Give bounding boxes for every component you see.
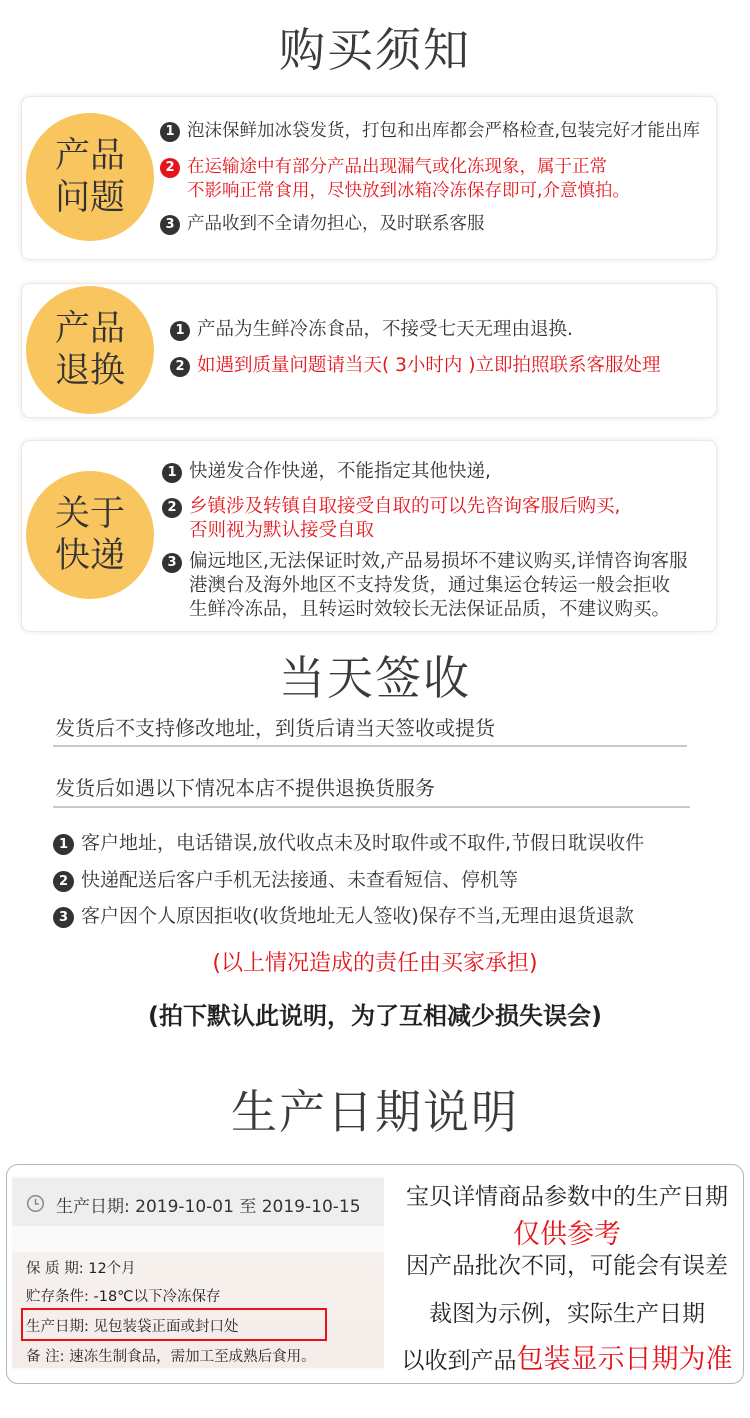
delivery-item-3-cont: 港澳台及海外地区不支持发货，通过集运仓转运一般会拒收 — [189, 575, 671, 596]
issue-item-2-text: 在运输途中有部分产品出现漏气或化冻现象，属于正常 — [187, 157, 607, 177]
section-title-same-day-sign: 当天签收 — [279, 651, 471, 705]
delivery-badge — [26, 471, 154, 599]
clock-icon — [26, 1194, 45, 1213]
delivery-item-1-text: 快递发合作快递，不能指定其他快递, — [189, 461, 491, 482]
issue-item-3 — [160, 212, 485, 236]
returns-badge — [26, 286, 154, 414]
date-explain-line3: 因产品批次不同，可能会有误差 — [406, 1253, 728, 1279]
issue-item-1 — [160, 119, 700, 143]
product-issue-badge — [26, 113, 154, 241]
number-1-icon: 1 — [160, 122, 180, 142]
delivery-item-1 — [162, 460, 491, 484]
label-storage: 贮存条件: -18℃以下冷冻保存 — [26, 1289, 221, 1305]
issue-item-2 — [160, 155, 630, 203]
number-1-icon: 1 — [53, 834, 74, 855]
default-agreement-note: (拍下默认此说明，为了互相减少损失误会) — [148, 1002, 602, 1030]
date-explain-line5 — [388, 1337, 746, 1376]
divider — [53, 745, 687, 747]
returns-item-2-text: 如遇到质量问题请当天( 3小时内 )立即拍照联系客服处理 — [197, 355, 661, 376]
divider — [53, 806, 690, 808]
sign-rule-2: 发货后如遇以下情况本店不提供退换货服务 — [55, 776, 435, 800]
number-2-icon: 2 — [170, 357, 190, 377]
issue-item-1-text: 泡沫保鲜加冰袋发货，打包和出库都会严格检查,包装完好才能出库 — [187, 121, 701, 141]
sign-item-2-text: 快递配送后客户手机无法接通、未查看短信、停机等 — [81, 869, 519, 891]
number-2-icon: 2 — [53, 871, 74, 892]
number-3-icon: 3 — [53, 907, 74, 928]
date-explain-line1: 宝贝详情商品参数中的生产日期 — [406, 1184, 728, 1210]
number-2-icon: 2 — [162, 498, 182, 518]
date-explain-line4: 裁图为示例，实际生产日期 — [429, 1301, 705, 1327]
delivery-item-3-cont2: 生鲜冷冻品，且转运时效较长无法保证品质，不建议购买。 — [189, 599, 671, 620]
number-3-icon: 3 — [160, 215, 180, 235]
production-date-range: 生产日期: 2019-10-01 至 2019-10-15 — [56, 1197, 361, 1217]
returns-item-2 — [170, 354, 660, 378]
date-explain-line5-prefix: 以收到产品 — [401, 1348, 517, 1374]
badge-text-line1: 产品 — [54, 136, 125, 176]
label-remark: 备 注: 速冻生制食品，需加工至成熟后食用。 — [26, 1349, 316, 1365]
returns-item-1 — [170, 318, 573, 342]
delivery-item-2 — [162, 495, 620, 543]
sign-rule-1: 发货后不支持修改地址，到货后请当天签收或提货 — [55, 716, 495, 740]
number-2-icon: 2 — [160, 158, 180, 178]
sign-item-1-text: 客户地址，电话错误,放代收点未及时取件或不取件,节假日耽误收件 — [81, 832, 645, 854]
badge-text-line2: 问题 — [54, 178, 125, 218]
sign-item-1 — [53, 830, 644, 856]
badge-text-line2: 快递 — [54, 536, 125, 576]
issue-item-2-cont: 不影响正常食用，尽快放到冰箱冷冻保存即可,介意慎拍。 — [187, 181, 631, 201]
label-production-date: 生产日期: 见包装袋正面或封口处 — [26, 1319, 239, 1335]
delivery-item-2-text: 乡镇涉及转镇自取接受自取的可以先咨询客服后购买, — [189, 496, 621, 517]
delivery-item-3-text: 偏远地区,无法保证时效,产品易损坏不建议购买,详情咨询客服 — [189, 551, 688, 572]
badge-text-line1: 关于 — [54, 494, 125, 534]
label-shelf-life: 保 质 期: 12个月 — [26, 1261, 136, 1277]
buyer-responsibility-note: (以上情况造成的责任由买家承担) — [212, 951, 538, 976]
highlight-box — [21, 1308, 327, 1341]
number-1-icon: 1 — [162, 463, 182, 483]
badge-text-line1: 产品 — [54, 309, 125, 349]
sign-item-3-text: 客户因个人原因拒收(收货地址无人签收)保存不当,无理由退货退款 — [81, 905, 634, 927]
number-3-icon: 3 — [162, 553, 182, 573]
issue-item-3-text: 产品收到不全请勿担心，及时联系客服 — [187, 214, 485, 234]
badge-text-line2: 退换 — [54, 351, 125, 391]
sign-item-3 — [53, 903, 634, 929]
date-explain-line2: 仅供参考 — [513, 1219, 621, 1250]
delivery-item-3 — [162, 550, 688, 622]
delivery-item-2-cont: 否则视为默认接受自取 — [189, 520, 375, 541]
number-1-icon: 1 — [170, 321, 190, 341]
sign-item-2 — [53, 867, 518, 893]
returns-item-1-text: 产品为生鲜冷冻食品，不接受七天无理由退换. — [197, 319, 573, 340]
date-explain-line5-red: 包装显示日期为准 — [516, 1344, 733, 1375]
section-title-production-date: 生产日期说明 — [231, 1085, 519, 1139]
section-title-purchase-notice: 购买须知 — [279, 23, 471, 77]
